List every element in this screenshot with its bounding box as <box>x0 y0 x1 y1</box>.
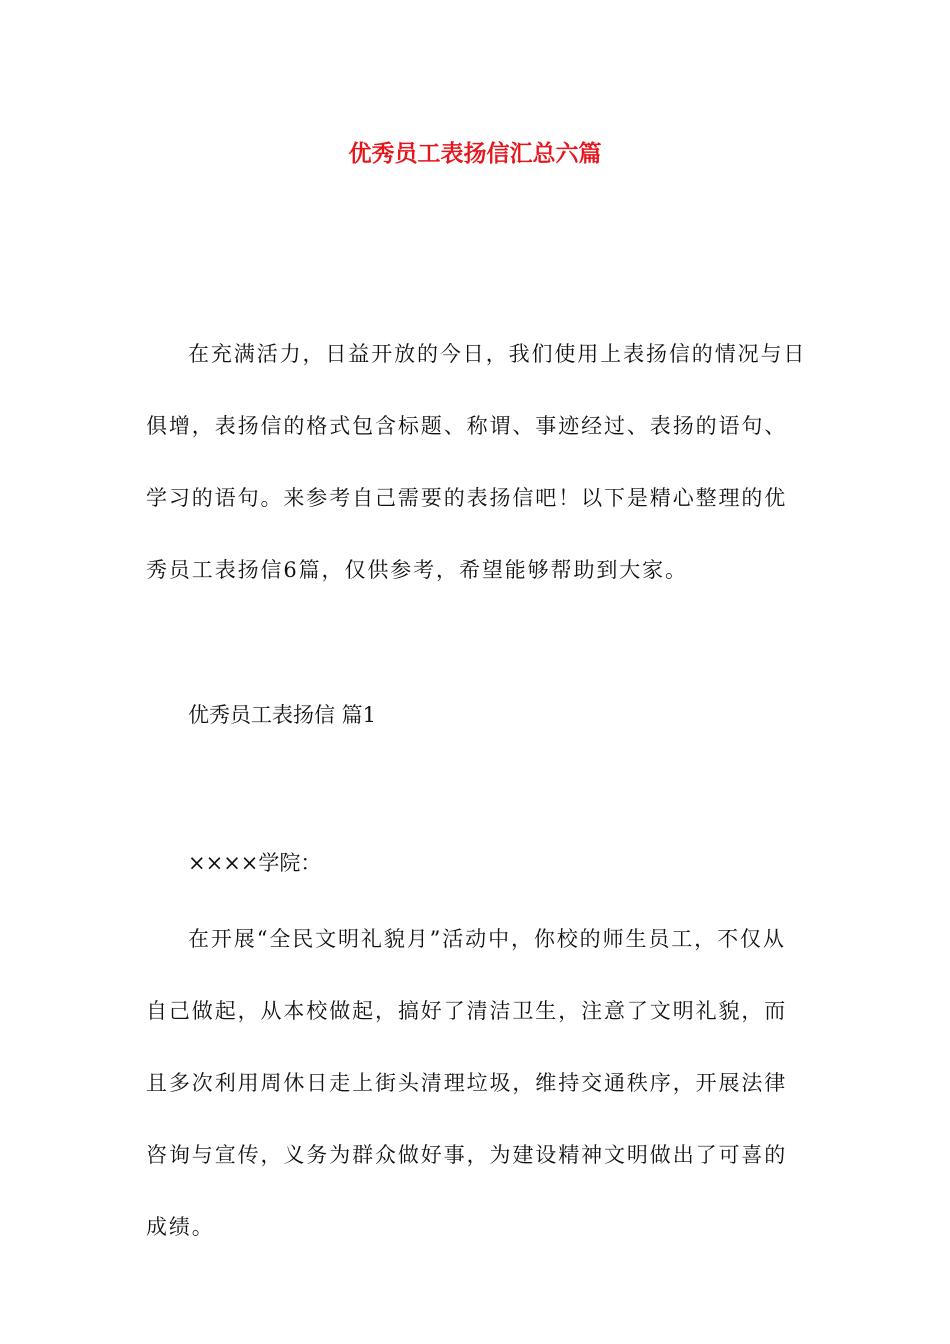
section-heading: 优秀员工表扬信 篇1 <box>188 703 377 727</box>
letter-body-paragraph: 在开展“全民文明礼貌月”活动中，你校的师生员工，不仅从自己做起，从本校做起，搞好了清洁卫生，注意了文明礼貌，而且多次利用周休日走上街头清理垃圾，维持交通秩序，开展法律咨询与宣传，义务为群众做好事，为建设精神文明做出了可喜的成绩。 <box>146 927 788 1239</box>
intro-paragraph: 在充满活力，日益开放的今日，我们使用上表扬信的情况与日俱增，表扬信的格式包含标题、称谓、事迹经过、表扬的语句、学习的语句。来参考自己需要的表扬信吧！以下是精心整理的优秀员工表扬信6篇，仅供参考，希望能够帮助到大家。 <box>146 342 807 582</box>
document-title: 优秀员工表扬信汇总六篇 <box>348 140 602 167</box>
letter-salutation: ××××学院： <box>188 851 322 875</box>
